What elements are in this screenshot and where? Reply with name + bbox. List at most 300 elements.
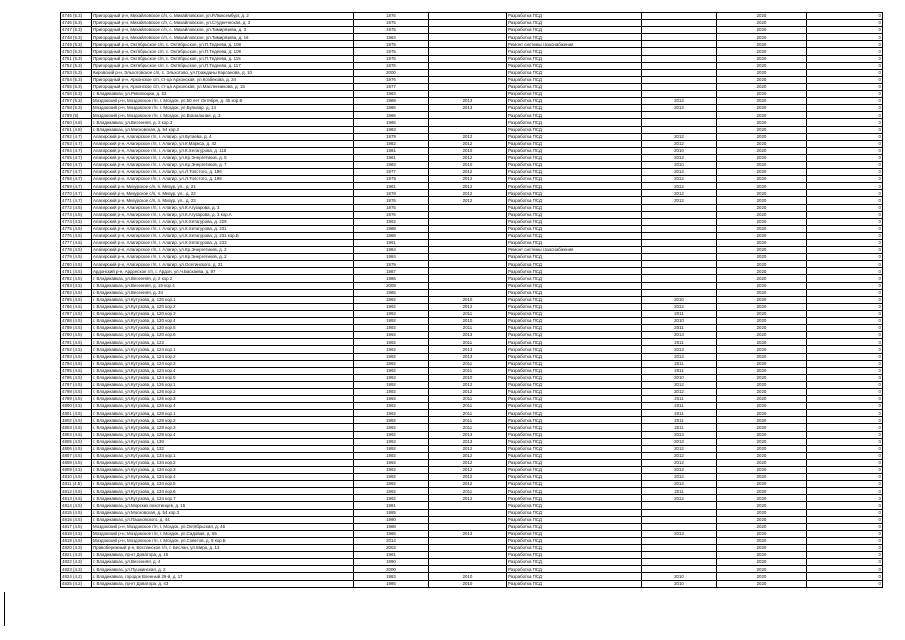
cost-cell: 0 bbox=[807, 197, 883, 204]
address-cell: Алагирский р-н, Алагирское г/п, г. Алагир, ул.Л.Толстого, д. 196 bbox=[92, 169, 354, 176]
work-type-cell: Разработка ПСД bbox=[507, 204, 642, 211]
plan-year-cell: 2020 bbox=[717, 197, 807, 204]
last-repair-cell bbox=[429, 41, 507, 48]
address-cell: Алагирский р-н, Мизурское с/п, п. Мизур, ул., д. 23 bbox=[92, 197, 354, 204]
commission-year-cell: 1979 bbox=[354, 261, 429, 268]
last-repair-cell: 2012 bbox=[429, 381, 507, 388]
cost-cell: 0 bbox=[807, 310, 883, 317]
table-row bbox=[61, 410, 883, 417]
table-row bbox=[61, 424, 883, 431]
work-type-cell: Разработка ПСД bbox=[507, 325, 642, 332]
address-cell: Пригородный р-н, Архонское с/п, ст-ца Архонская, ул.Масленникова, д. 15 bbox=[92, 83, 354, 90]
table-row bbox=[61, 261, 883, 268]
plan-year-cell: 2020 bbox=[717, 346, 807, 353]
cost-cell: 0 bbox=[807, 431, 883, 438]
last-repair-cell: 2013 bbox=[429, 353, 507, 360]
row-number: 4752 (5.3) bbox=[61, 62, 92, 69]
row-number: 4806 (4.5) bbox=[61, 445, 92, 452]
plan-year-cell: 2020 bbox=[717, 403, 807, 410]
table-row bbox=[61, 580, 883, 587]
address-cell: г. Владикавказ, ул.Кутузова, д. 120 кор.5 bbox=[92, 325, 354, 332]
cost-cell: 0 bbox=[807, 261, 883, 268]
address-cell: Алагирский р-н, Алагирское г/п, г. Алагир, ул.Кр.Энергетиков, д. 2 bbox=[92, 247, 354, 254]
work-type-cell: Разработка ПСД bbox=[507, 225, 642, 232]
last-repair-cell bbox=[429, 20, 507, 27]
extra-year-cell bbox=[642, 27, 717, 34]
address-cell: Алагирский р-н, Алагирское г/п, г. Алагир, ул.Л.Толстого, д. 198 bbox=[92, 176, 354, 183]
table-row bbox=[61, 537, 883, 544]
cost-cell: 0 bbox=[807, 161, 883, 168]
row-number: 4810 (4.5) bbox=[61, 474, 92, 481]
row-number: 4800 (4.5) bbox=[61, 403, 92, 410]
extra-year-cell bbox=[642, 261, 717, 268]
table-row bbox=[61, 360, 883, 367]
table-row bbox=[61, 176, 883, 183]
work-type-cell: Разработка ПСД bbox=[507, 83, 642, 90]
plan-year-cell: 2020 bbox=[717, 275, 807, 282]
commission-year-cell: 1988 bbox=[354, 232, 429, 239]
row-number: 4759 (5) bbox=[61, 112, 92, 119]
extra-year-cell: 2012 bbox=[642, 481, 717, 488]
address-cell: г. Владикавказ, ул.Кутузова, д. 134 кор.2 bbox=[92, 459, 354, 466]
cost-cell: 0 bbox=[807, 76, 883, 83]
plan-year-cell: 2020 bbox=[717, 474, 807, 481]
table-row bbox=[61, 240, 883, 247]
cost-cell: 0 bbox=[807, 140, 883, 147]
commission-year-cell: 1977 bbox=[354, 169, 429, 176]
last-repair-cell: 2012 bbox=[429, 495, 507, 502]
cost-cell: 0 bbox=[807, 48, 883, 55]
work-type-cell: Разработка ПСД bbox=[507, 69, 642, 76]
work-type-cell: Разработка ПСД bbox=[507, 133, 642, 140]
table-row bbox=[61, 559, 883, 566]
plan-year-cell: 2020 bbox=[717, 381, 807, 388]
address-cell: г. Владикавказ, ул.Кутузова, д. 128 кор.1 bbox=[92, 410, 354, 417]
cost-cell: 0 bbox=[807, 403, 883, 410]
table-row bbox=[61, 48, 883, 55]
plan-year-cell: 2020 bbox=[717, 254, 807, 261]
table-row bbox=[61, 438, 883, 445]
plan-year-cell: 2020 bbox=[717, 438, 807, 445]
table-row bbox=[61, 552, 883, 559]
commission-year-cell: 1975 bbox=[354, 48, 429, 55]
address-cell: г. Владикавказ, ул.Кутузова, д. 130 bbox=[92, 438, 354, 445]
plan-year-cell: 2020 bbox=[717, 169, 807, 176]
commission-year-cell: 2000 bbox=[354, 566, 429, 573]
work-type-cell: Разработка ПСД bbox=[507, 481, 642, 488]
plan-year-cell: 2020 bbox=[717, 495, 807, 502]
plan-year-cell: 2020 bbox=[717, 91, 807, 98]
commission-year-cell: 1985 bbox=[354, 509, 429, 516]
last-repair-cell bbox=[429, 240, 507, 247]
row-number: 4770 (4.7) bbox=[61, 190, 92, 197]
row-number: 4822 (4.3) bbox=[61, 559, 92, 566]
table-row bbox=[61, 34, 883, 41]
address-cell: Пригородный р-н, Архонское с/п, ст-ца Архонская, ул.Козбекова, д. 34 bbox=[92, 76, 354, 83]
table-row bbox=[61, 268, 883, 275]
last-repair-cell bbox=[429, 204, 507, 211]
commission-year-cell: 1976 bbox=[354, 211, 429, 218]
work-type-cell: Разработка ПСД bbox=[507, 537, 642, 544]
table-row bbox=[61, 147, 883, 154]
plan-year-cell: 2020 bbox=[717, 119, 807, 126]
commission-year-cell: 1979 bbox=[354, 176, 429, 183]
plan-year-cell: 2020 bbox=[717, 225, 807, 232]
table-row bbox=[61, 275, 883, 282]
table-row bbox=[61, 133, 883, 140]
table-row bbox=[61, 218, 883, 225]
last-repair-cell bbox=[429, 27, 507, 34]
plan-year-cell: 2020 bbox=[717, 232, 807, 239]
last-repair-cell: 2012 bbox=[429, 169, 507, 176]
cost-cell: 0 bbox=[807, 580, 883, 587]
plan-year-cell: 2020 bbox=[717, 467, 807, 474]
last-repair-cell: 2012 bbox=[429, 388, 507, 395]
extra-year-cell: 2013 bbox=[642, 105, 717, 112]
plan-year-cell: 2020 bbox=[717, 183, 807, 190]
last-repair-cell: 2010 bbox=[429, 296, 507, 303]
commission-year-cell: 2014 bbox=[354, 537, 429, 544]
cost-cell: 0 bbox=[807, 218, 883, 225]
table-row bbox=[61, 91, 883, 98]
last-repair-cell bbox=[429, 83, 507, 90]
row-number: 4818 (4.5) bbox=[61, 530, 92, 537]
plan-year-cell: 2020 bbox=[717, 204, 807, 211]
plan-year-cell: 2020 bbox=[717, 523, 807, 530]
extra-year-cell: 2010 bbox=[642, 296, 717, 303]
address-cell: Алагирский р-н, Алагирское г/п, г. Алагир, ул.Осетинского, д. 21 bbox=[92, 261, 354, 268]
last-repair-cell: 2012 bbox=[429, 481, 507, 488]
extra-year-cell: 2012 bbox=[642, 495, 717, 502]
table-row bbox=[61, 495, 883, 502]
cost-cell: 0 bbox=[807, 488, 883, 495]
commission-year-cell: 1992 bbox=[354, 417, 429, 424]
cost-cell: 0 bbox=[807, 268, 883, 275]
cost-cell: 0 bbox=[807, 332, 883, 339]
cost-cell: 0 bbox=[807, 183, 883, 190]
address-cell: г. Владикавказ, ул.Кутузова, д. 120 кор.4 bbox=[92, 318, 354, 325]
table-row bbox=[61, 481, 883, 488]
last-repair-cell: 2013 bbox=[429, 332, 507, 339]
row-number: 4789 (4.5) bbox=[61, 325, 92, 332]
work-type-cell: Разработка ПСД bbox=[507, 48, 642, 55]
row-number: 4799 (4.5) bbox=[61, 396, 92, 403]
row-number: 4795 (4.5) bbox=[61, 367, 92, 374]
row-number: 4814 (4.5) bbox=[61, 502, 92, 509]
table-row bbox=[61, 516, 883, 523]
plan-year-cell: 2020 bbox=[717, 552, 807, 559]
commission-year-cell: 1992 bbox=[354, 452, 429, 459]
address-cell: г. Владикавказ, ул.Весенняя, д. 34 bbox=[92, 289, 354, 296]
plan-year-cell: 2020 bbox=[717, 459, 807, 466]
page-edge-mark bbox=[4, 592, 5, 626]
plan-year-cell: 2020 bbox=[717, 410, 807, 417]
address-cell: г. Владикавказ, ул.Кутузова, д. 134 кор.1 bbox=[92, 452, 354, 459]
cost-cell: 0 bbox=[807, 445, 883, 452]
last-repair-cell: 2013 bbox=[429, 431, 507, 438]
address-cell: г. Владикавказ, ул.Морских пехотинцев, д. 15 bbox=[92, 502, 354, 509]
extra-year-cell: 2012 bbox=[642, 467, 717, 474]
extra-year-cell: 2011 bbox=[642, 403, 717, 410]
cost-cell: 0 bbox=[807, 467, 883, 474]
commission-year-cell: 2002 bbox=[354, 545, 429, 552]
extra-year-cell: 2010 bbox=[642, 161, 717, 168]
work-type-cell: Разработка ПСД bbox=[507, 147, 642, 154]
row-number: 4760 (4.8) bbox=[61, 119, 92, 126]
row-number: 4748 (5.3) bbox=[61, 34, 92, 41]
last-repair-cell bbox=[429, 516, 507, 523]
commission-year-cell: 1981 bbox=[354, 147, 429, 154]
cost-cell: 0 bbox=[807, 112, 883, 119]
cost-cell: 0 bbox=[807, 381, 883, 388]
work-type-cell: Разработка ПСД bbox=[507, 438, 642, 445]
commission-year-cell: 1990 bbox=[354, 516, 429, 523]
address-cell: Пригородный р-н, Михайловское с/п, с. Михайловское, ул.Студенческая, д. 3 bbox=[92, 20, 354, 27]
plan-year-cell: 2020 bbox=[717, 147, 807, 154]
row-number: 4775 (4.5) bbox=[61, 225, 92, 232]
commission-year-cell: 1992 bbox=[354, 396, 429, 403]
cost-cell: 0 bbox=[807, 424, 883, 431]
cost-cell: 0 bbox=[807, 154, 883, 161]
address-cell: Алагирский р-н, Алагирское г/п, г. Алагир, ул.К.Хетагурова, д. 115 bbox=[92, 147, 354, 154]
work-type-cell: Разработка ПСД bbox=[507, 119, 642, 126]
last-repair-cell: 2010 bbox=[429, 161, 507, 168]
row-number: 4756 (5.3) bbox=[61, 91, 92, 98]
last-repair-cell: 2013 bbox=[429, 98, 507, 105]
cost-cell: 0 bbox=[807, 353, 883, 360]
plan-year-cell: 2020 bbox=[717, 247, 807, 254]
commission-year-cell: 1984 bbox=[354, 254, 429, 261]
address-cell: Алагирский р-н, Алагирское г/п, г. Алагир, ул.К.Хетагурова, д. 231 кор.Б bbox=[92, 232, 354, 239]
table-row bbox=[61, 204, 883, 211]
commission-year-cell: 1985 bbox=[354, 289, 429, 296]
commission-year-cell: 1988 bbox=[354, 523, 429, 530]
row-number: 4766 (4.7) bbox=[61, 161, 92, 168]
extra-year-cell bbox=[642, 119, 717, 126]
address-cell: г. Владикавказ, ул.Кутузова, д. 128 кор.4 bbox=[92, 431, 354, 438]
address-cell: г. Владикавказ, ул.Весенняя, д. 2 кор.2 bbox=[92, 275, 354, 282]
commission-year-cell: 1986 bbox=[354, 530, 429, 537]
cost-cell: 0 bbox=[807, 55, 883, 62]
table-row bbox=[61, 502, 883, 509]
address-cell: Алагирский р-н, Алагирское г/п, г. Алагир, ул.К.Агузарова, д. 3 bbox=[92, 204, 354, 211]
work-type-cell: Разработка ПСД bbox=[507, 34, 642, 41]
extra-year-cell bbox=[642, 41, 717, 48]
address-cell: г. Владикавказ, ул.Кутузова, д. 124 кор.2 bbox=[92, 353, 354, 360]
cost-cell: 0 bbox=[807, 169, 883, 176]
cost-cell: 0 bbox=[807, 523, 883, 530]
plan-year-cell: 2020 bbox=[717, 545, 807, 552]
table-row bbox=[61, 119, 883, 126]
work-type-cell: Разработка ПСД bbox=[507, 559, 642, 566]
table-row bbox=[61, 190, 883, 197]
address-cell: Алагирский р-н, Мизурское с/п, п. Мизур, ул., д. 22 bbox=[92, 190, 354, 197]
cost-cell: 0 bbox=[807, 247, 883, 254]
row-number: 4773 (4.5) bbox=[61, 211, 92, 218]
commission-year-cell: 1992 bbox=[354, 296, 429, 303]
cost-cell: 0 bbox=[807, 502, 883, 509]
cost-cell: 0 bbox=[807, 410, 883, 417]
extra-year-cell: 2012 bbox=[642, 474, 717, 481]
plan-year-cell: 2020 bbox=[717, 83, 807, 90]
row-number: 4816 (4.5) bbox=[61, 516, 92, 523]
extra-year-cell bbox=[642, 552, 717, 559]
table-row bbox=[61, 367, 883, 374]
extra-year-cell: 2012 bbox=[642, 303, 717, 310]
last-repair-cell bbox=[429, 247, 507, 254]
plan-year-cell: 2020 bbox=[717, 289, 807, 296]
commission-year-cell: 1992 bbox=[354, 339, 429, 346]
row-number: 4764 (4.7) bbox=[61, 147, 92, 154]
address-cell: г. Владикавказ, ул.Кутузова, д. 134 кор.3 bbox=[92, 467, 354, 474]
plan-year-cell: 2020 bbox=[717, 424, 807, 431]
cost-cell: 0 bbox=[807, 318, 883, 325]
table-row bbox=[61, 445, 883, 452]
last-repair-cell bbox=[429, 48, 507, 55]
commission-year-cell: 1992 bbox=[354, 481, 429, 488]
row-number: 4769 (4.7) bbox=[61, 183, 92, 190]
work-type-cell: Разработка ПСД bbox=[507, 566, 642, 573]
table-row bbox=[61, 126, 883, 133]
row-number: 4785 (4.5) bbox=[61, 296, 92, 303]
row-number: 4761 (4.8) bbox=[61, 126, 92, 133]
row-number: 4801 (4.5) bbox=[61, 410, 92, 417]
address-cell: Пригородный р-н, Октябрьское с/п, с. Октябрьское, ул.П.Тедеева, д. 115 bbox=[92, 55, 354, 62]
last-repair-cell bbox=[429, 268, 507, 275]
row-number: 4807 (4.5) bbox=[61, 452, 92, 459]
commission-year-cell: 1988 bbox=[354, 225, 429, 232]
work-type-cell: Разработка ПСД bbox=[507, 232, 642, 239]
table-row bbox=[61, 62, 883, 69]
row-number: 4763 (4.7) bbox=[61, 140, 92, 147]
extra-year-cell: 2012 bbox=[642, 381, 717, 388]
commission-year-cell: 1989 bbox=[354, 98, 429, 105]
cost-cell: 0 bbox=[807, 552, 883, 559]
plan-year-cell: 2020 bbox=[717, 105, 807, 112]
table-row bbox=[61, 310, 883, 317]
table-row bbox=[61, 332, 883, 339]
extra-year-cell: 2012 bbox=[642, 176, 717, 183]
row-number: 4777 (4.5) bbox=[61, 240, 92, 247]
plan-year-cell: 2020 bbox=[717, 559, 807, 566]
extra-year-cell bbox=[642, 112, 717, 119]
last-repair-cell: 2012 bbox=[429, 176, 507, 183]
last-repair-cell: 2012 bbox=[429, 133, 507, 140]
work-type-cell: Разработка ПСД bbox=[507, 197, 642, 204]
extra-year-cell: 2013 bbox=[642, 332, 717, 339]
work-type-cell: Ремонт системы газоснабжения bbox=[507, 247, 642, 254]
work-type-cell: Разработка ПСД bbox=[507, 55, 642, 62]
commission-year-cell: 1992 bbox=[354, 318, 429, 325]
table-row bbox=[61, 545, 883, 552]
commission-year-cell: 1975 bbox=[354, 41, 429, 48]
cost-cell: 0 bbox=[807, 275, 883, 282]
address-cell: г. Владикавказ, ул.Кутузова, д. 120 кор.3 bbox=[92, 310, 354, 317]
extra-year-cell: 2013 bbox=[642, 530, 717, 537]
extra-year-cell: 2012 bbox=[642, 459, 717, 466]
cost-cell: 0 bbox=[807, 559, 883, 566]
cost-cell: 0 bbox=[807, 339, 883, 346]
address-cell: Пригородный р-н, Октябрьское с/п, с. Октябрьское, ул.П.Тедеева, д. 108 bbox=[92, 41, 354, 48]
last-repair-cell: 2011 bbox=[429, 424, 507, 431]
work-type-cell: Разработка ПСД bbox=[507, 353, 642, 360]
plan-year-cell: 2020 bbox=[717, 367, 807, 374]
last-repair-cell bbox=[429, 62, 507, 69]
row-number: 4762 (4.7) bbox=[61, 133, 92, 140]
plan-year-cell: 2020 bbox=[717, 516, 807, 523]
work-type-cell: Разработка ПСД bbox=[507, 282, 642, 289]
table-row bbox=[61, 388, 883, 395]
row-number: 4758 (5.3) bbox=[61, 105, 92, 112]
work-type-cell: Разработка ПСД bbox=[507, 140, 642, 147]
address-cell: г. Владикавказ, ул.Кутузова, д. 132 bbox=[92, 445, 354, 452]
plan-year-cell: 2020 bbox=[717, 353, 807, 360]
table-row bbox=[61, 225, 883, 232]
address-cell: Алагирский р-н, Алагирское г/п, г. Алагир, ул.Кр.Энергетиков, д. 2 bbox=[92, 254, 354, 261]
last-repair-cell bbox=[429, 282, 507, 289]
commission-year-cell: 1992 bbox=[354, 218, 429, 225]
plan-year-cell: 2020 bbox=[717, 161, 807, 168]
work-type-cell: Ремонт системы газоснабжения bbox=[507, 41, 642, 48]
cost-cell: 0 bbox=[807, 105, 883, 112]
last-repair-cell bbox=[429, 289, 507, 296]
work-type-cell: Разработка ПСД bbox=[507, 545, 642, 552]
extra-year-cell: 2013 bbox=[642, 438, 717, 445]
work-type-cell: Разработка ПСД bbox=[507, 516, 642, 523]
work-type-cell: Разработка ПСД bbox=[507, 190, 642, 197]
address-cell: г. Владикавказ, ул.Кутузова, д. 120 кор.2 bbox=[92, 303, 354, 310]
commission-year-cell: 1992 bbox=[354, 467, 429, 474]
work-type-cell: Разработка ПСД bbox=[507, 509, 642, 516]
extra-year-cell bbox=[642, 268, 717, 275]
plan-year-cell: 2020 bbox=[717, 13, 807, 20]
address-cell: Ардонский р-н, Ардонское г/п, г. Ардон, ул.Ч.Баскаева, д. 97 bbox=[92, 268, 354, 275]
commission-year-cell: 1976 bbox=[354, 76, 429, 83]
plan-year-cell: 2020 bbox=[717, 502, 807, 509]
plan-year-cell: 2020 bbox=[717, 27, 807, 34]
extra-year-cell bbox=[642, 126, 717, 133]
last-repair-cell: 2011 bbox=[429, 417, 507, 424]
table-row bbox=[61, 509, 883, 516]
commission-year-cell: 1992 bbox=[354, 381, 429, 388]
row-number: 4791 (4.5) bbox=[61, 339, 92, 346]
cost-cell: 0 bbox=[807, 573, 883, 580]
row-number: 4794 (4.5) bbox=[61, 360, 92, 367]
plan-year-cell: 2020 bbox=[717, 41, 807, 48]
table-row bbox=[61, 98, 883, 105]
address-cell: г. Владикавказ, ул.Кутузова, д. 124 кор.4 bbox=[92, 367, 354, 374]
address-cell: Пригородный р-н, Октябрьское с/п, с. Октябрьское, ул.П.Тедеева, д. 109 bbox=[92, 48, 354, 55]
commission-year-cell: 1992 bbox=[354, 346, 429, 353]
row-number: 4749 (5.3) bbox=[61, 41, 92, 48]
plan-year-cell: 2020 bbox=[717, 481, 807, 488]
extra-year-cell bbox=[642, 91, 717, 98]
plan-year-cell: 2020 bbox=[717, 261, 807, 268]
extra-year-cell bbox=[642, 20, 717, 27]
cost-cell: 0 bbox=[807, 211, 883, 218]
cost-cell: 0 bbox=[807, 495, 883, 502]
extra-year-cell bbox=[642, 62, 717, 69]
row-number: 4798 (4.5) bbox=[61, 388, 92, 395]
cost-cell: 0 bbox=[807, 147, 883, 154]
extra-year-cell: 2012 bbox=[642, 190, 717, 197]
work-type-cell: Разработка ПСД bbox=[507, 431, 642, 438]
address-cell: Алагирский р-н, Алагирское г/п, г. Алагир, ул.К.Хетагурова, д. 231 bbox=[92, 225, 354, 232]
last-repair-cell: 2010 bbox=[429, 374, 507, 381]
row-number: 4768 (4.7) bbox=[61, 176, 92, 183]
last-repair-cell: 2011 bbox=[429, 396, 507, 403]
extra-year-cell bbox=[642, 211, 717, 218]
